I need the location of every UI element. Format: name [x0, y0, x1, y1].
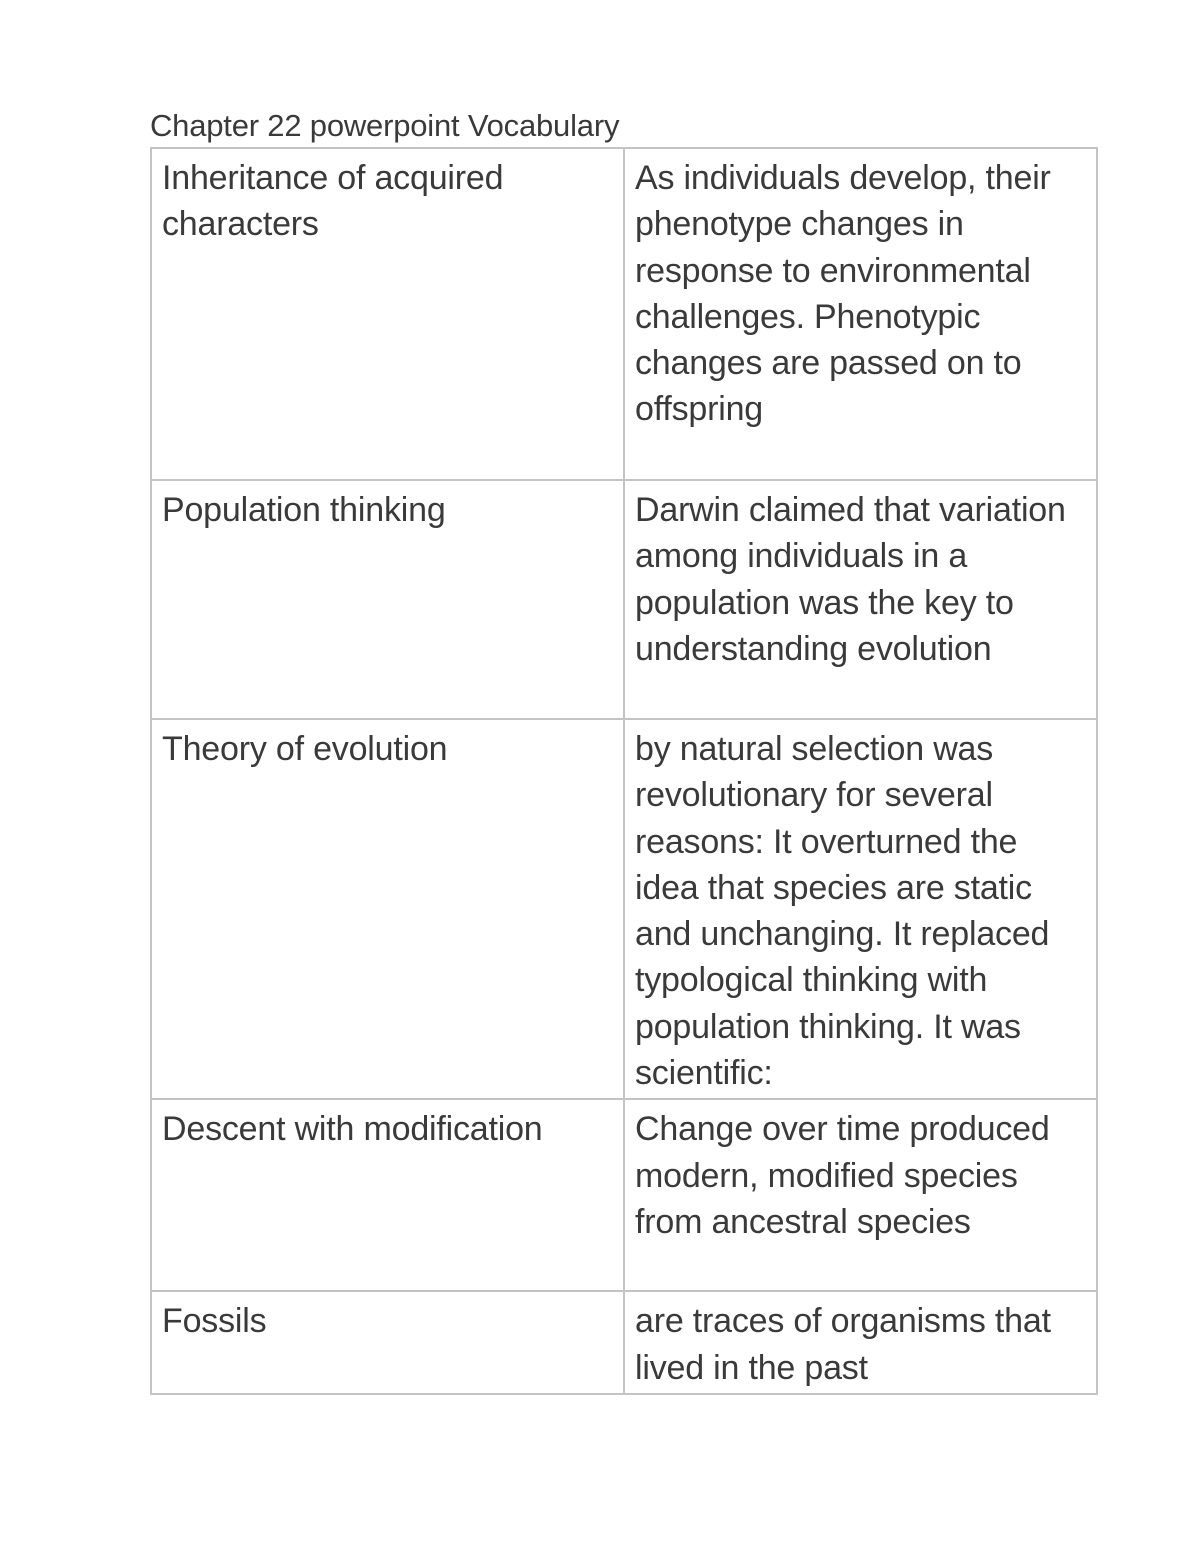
term-cell: Theory of evolution [151, 719, 624, 1099]
definition-cell: by natural selection was revolutionary for several reasons: It overturned the idea that species are static and unchanging. It replaced typological thinking with population thinking. It was scientific: [624, 719, 1097, 1099]
term-cell: Population thinking [151, 480, 624, 719]
vocabulary-table [150, 147, 1098, 1395]
definition-cell: Darwin claimed that variation among individuals in a population was the key to understanding evolution [624, 480, 1097, 719]
table-row [151, 1099, 1097, 1291]
term-cell: Inheritance of acquired characters [151, 148, 624, 480]
table-row [151, 719, 1097, 1099]
table-row [151, 480, 1097, 719]
term-cell: Descent with modification [151, 1099, 624, 1291]
page-title: Chapter 22 powerpoint Vocabulary [150, 108, 620, 143]
term-cell: Fossils [151, 1291, 624, 1394]
definition-cell: As individuals develop, their phenotype changes in response to environmental challenges. Phenotypic changes are passed on to offspring [624, 148, 1097, 480]
definition-cell: Change over time produced modern, modified species from ancestral species [624, 1099, 1097, 1291]
table-row [151, 148, 1097, 480]
definition-cell: are traces of organisms that lived in the past [624, 1291, 1097, 1394]
table-row [151, 1291, 1097, 1394]
